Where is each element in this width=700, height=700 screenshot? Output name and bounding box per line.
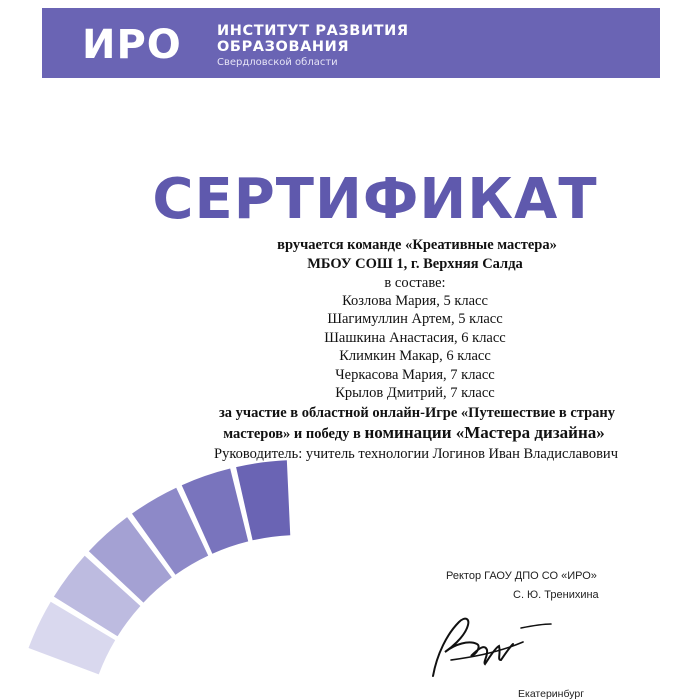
member-line: Козлова Мария, 5 класс xyxy=(342,293,488,309)
participation-line-1: за участие в областной онлайн-Игре «Путешествие в страну xyxy=(218,405,616,421)
member-line: Шашкина Анастасия, 6 класс xyxy=(324,330,506,346)
member-line: Черкасова Мария, 7 класс xyxy=(335,367,495,383)
member-line: Крылов Дмитрий, 7 класс xyxy=(335,385,495,401)
city-name: Екатеринбург xyxy=(518,688,585,700)
certificate-title: СЕРТИФИКАТ xyxy=(152,167,598,232)
institute-line-1: ИНСТИТУТ РАЗВИТИЯ xyxy=(217,23,409,39)
member-line: Шагимуллин Артем, 5 класс xyxy=(327,311,503,327)
handwritten-signature xyxy=(425,604,555,684)
nomination-text: номинации «Мастера дизайна» xyxy=(364,423,605,442)
header-banner xyxy=(42,8,660,78)
participation-text: мастеров» и победу в xyxy=(223,426,365,442)
institute-line-2: ОБРАЗОВАНИЯ xyxy=(217,39,350,55)
institute-name xyxy=(217,23,409,69)
supervisor-line: Руководитель: учитель технологии Логинов Иван Владиславович xyxy=(214,446,618,462)
awarded-to-line: вручается команде «Креативные мастера» xyxy=(277,237,557,253)
school-line: МБОУ СОШ 1, г. Верхняя Салда xyxy=(307,256,523,272)
iro-logo: ИРО xyxy=(82,22,182,68)
signer-name: С. Ю. Тренихина xyxy=(513,589,599,601)
member-line: Климкин Макар, 6 класс xyxy=(339,348,491,364)
decorative-arc xyxy=(0,450,320,700)
institute-region: Свердловской области xyxy=(217,57,338,68)
signer-position: Ректор ГАОУ ДПО СО «ИРО» xyxy=(446,570,597,582)
participation-line-2 xyxy=(0,424,700,443)
composition-line: в составе: xyxy=(384,275,446,291)
